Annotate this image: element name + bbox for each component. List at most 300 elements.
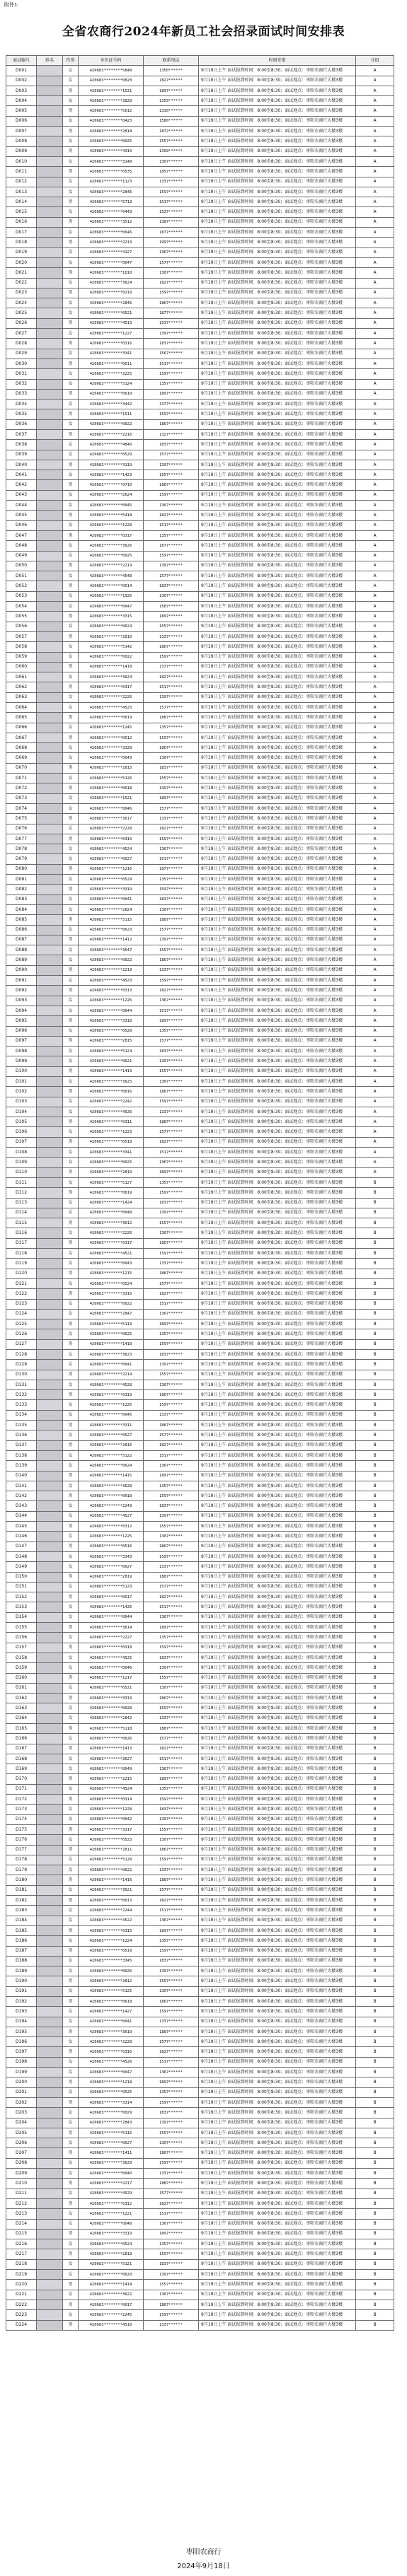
- cell-gender: 男: [63, 612, 79, 622]
- cell-gender: 男: [63, 986, 79, 996]
- table-row: [6, 450, 394, 460]
- cell-gender: 女: [63, 1329, 79, 1339]
- cell-phone: 1557******: [144, 1976, 199, 1986]
- cell-gender: 男: [63, 1036, 79, 1046]
- cell-schedule: 9月19日上午 面试报到时间：8:00至8:30；面试地点：枣阳农商行大楼3楼: [199, 854, 356, 864]
- cell-phone: 1307******: [144, 156, 199, 166]
- cell-id-number: 420683********2818: [79, 127, 144, 136]
- table-row: [6, 1925, 394, 1935]
- cell-name-redacted: [37, 1673, 63, 1683]
- cell-gender: 男: [63, 359, 79, 368]
- cell-schedule: 9月19日上午 面试报到时间：8:00至8:30；面试地点：枣阳农商行大楼3楼: [199, 1845, 356, 1855]
- cell-phone: 1837******: [144, 2259, 199, 2269]
- cell-name-redacted: [37, 2270, 63, 2280]
- cell-interview-id: D121: [6, 1278, 37, 1288]
- cell-schedule: 9月19日上午 面试报到时间：8:00至8:30；面试地点：枣阳农商行大楼3楼: [199, 844, 356, 854]
- cell-schedule: 9月19日上午 面试报到时间：8:00至8:30；面试地点：枣阳农商行大楼3楼: [199, 642, 356, 652]
- cell-interview-id: D138: [6, 1450, 37, 1460]
- cell-interview-id: D029: [6, 349, 37, 359]
- cell-name-redacted: [37, 1835, 63, 1845]
- cell-schedule: 9月19日上午 面试报到时间：8:00至8:30；面试地点：枣阳农商行大楼3楼: [199, 2068, 356, 2077]
- cell-phone: 1867******: [144, 743, 199, 753]
- cell-id-number: 420683********0317: [79, 682, 144, 692]
- cell-id-number: 420683********3345: [79, 1956, 144, 1966]
- cell-schedule: 9月19日上午 面试报到时间：8:00至8:30；面试地点：枣阳农商行大楼3楼: [199, 1551, 356, 1561]
- cell-gender: 男: [63, 814, 79, 824]
- cell-interview-id: D090: [6, 965, 37, 975]
- cell-group: A: [356, 501, 394, 511]
- cell-schedule: 9月19日上午 面试报到时间：8:00至8:30；面试地点：枣阳农商行大楼3楼: [199, 2047, 356, 2057]
- cell-gender: 女: [63, 743, 79, 753]
- cell-group: B: [356, 2239, 394, 2249]
- cell-gender: 男: [63, 1673, 79, 1683]
- cell-id-number: 420683********0620: [79, 2270, 144, 2280]
- cell-interview-id: D018: [6, 238, 37, 247]
- cell-name-redacted: [37, 753, 63, 763]
- table-row: [6, 1370, 394, 1380]
- cell-interview-id: D022: [6, 278, 37, 288]
- cell-id-number: 420683********2842: [79, 1713, 144, 1723]
- cell-interview-id: D035: [6, 409, 37, 419]
- cell-interview-id: D030: [6, 359, 37, 368]
- cell-id-number: 420683********3341: [79, 1148, 144, 1158]
- cell-phone: 1837******: [144, 1653, 199, 1662]
- cell-name-redacted: [37, 551, 63, 561]
- cell-schedule: 9月19日上午 面试报到时间：8:00至8:30；面试地点：枣阳农商行大楼3楼: [199, 1097, 356, 1107]
- cell-interview-id: D168: [6, 1754, 37, 1764]
- cell-gender: 女: [63, 116, 79, 126]
- cell-id-number: 420683********2810: [79, 631, 144, 641]
- cell-gender: 女: [63, 349, 79, 359]
- cell-schedule: 9月19日上午 面试报到时间：8:00至8:30；面试地点：枣阳农商行大楼3楼: [199, 976, 356, 986]
- cell-phone: 1557******: [144, 1673, 199, 1683]
- table-row: [6, 1026, 394, 1036]
- cell-group: A: [356, 672, 394, 682]
- cell-id-number: 420683********0019: [79, 713, 144, 723]
- cell-gender: 女: [63, 2087, 79, 2097]
- cell-schedule: 9月19日上午 面试报到时间：8:00至8:30；面试地点：枣阳农商行大楼3楼: [199, 1026, 356, 1036]
- cell-phone: 1307******: [144, 904, 199, 914]
- cell-interview-id: D103: [6, 1097, 37, 1107]
- cell-gender: 女: [63, 1986, 79, 1996]
- cell-interview-id: D061: [6, 672, 37, 682]
- cell-phone: 1307******: [144, 1835, 199, 1845]
- cell-phone: 1597******: [144, 409, 199, 419]
- cell-group: B: [356, 1835, 394, 1845]
- cell-group: A: [356, 955, 394, 965]
- cell-group: B: [356, 2280, 394, 2290]
- cell-gender: 女: [63, 1228, 79, 1238]
- cell-interview-id: D007: [6, 127, 37, 136]
- cell-gender: 女: [63, 1764, 79, 1774]
- cell-name-redacted: [37, 733, 63, 742]
- cell-phone: 1597******: [144, 1703, 199, 1713]
- cell-interview-id: D016: [6, 217, 37, 227]
- cell-interview-id: D196: [6, 2037, 37, 2047]
- cell-schedule: 9月19日上午 面试报到时间：8:00至8:30；面试地点：枣阳农商行大楼3楼: [199, 581, 356, 591]
- cell-phone: 1887******: [144, 1269, 199, 1278]
- cell-interview-id: D070: [6, 763, 37, 773]
- cell-id-number: 420683********3624: [79, 672, 144, 682]
- cell-group: A: [356, 591, 394, 601]
- cell-id-number: 420683********1226: [79, 1400, 144, 1410]
- cell-name-redacted: [37, 1461, 63, 1471]
- table-row: [6, 763, 394, 773]
- cell-phone: 1377******: [144, 400, 199, 409]
- cell-schedule: 9月19日上午 面试报到时间：8:00至8:30；面试地点：枣阳农商行大楼3楼: [199, 1643, 356, 1653]
- cell-phone: 1827******: [144, 1137, 199, 1147]
- cell-group: B: [356, 2229, 394, 2239]
- cell-name-redacted: [37, 1056, 63, 1066]
- cell-group: B: [356, 1259, 394, 1269]
- cell-gender: 女: [63, 1855, 79, 1865]
- cell-interview-id: D078: [6, 844, 37, 854]
- table-row: [6, 875, 394, 885]
- cell-schedule: 9月19日上午 面试报到时间：8:00至8:30；面试地点：枣阳农商行大楼3楼: [199, 2128, 356, 2138]
- cell-schedule: 9月19日上午 面试报到时间：8:00至8:30；面试地点：枣阳农商行大楼3楼: [199, 1906, 356, 1916]
- table-row: [6, 2249, 394, 2259]
- cell-schedule: 9月19日上午 面试报到时间：8:00至8:30；面试地点：枣阳农商行大楼3楼: [199, 1865, 356, 1875]
- cell-gender: 女: [63, 753, 79, 763]
- cell-group: B: [356, 1976, 394, 1986]
- cell-group: A: [356, 238, 394, 247]
- table-row: [6, 622, 394, 631]
- cell-id-number: 420683********0710: [79, 480, 144, 490]
- cell-gender: 女: [63, 1754, 79, 1764]
- cell-id-number: 420683********0041: [79, 1360, 144, 1370]
- cell-gender: 男: [63, 318, 79, 328]
- cell-phone: 1577******: [144, 257, 199, 267]
- cell-name-redacted: [37, 1723, 63, 1733]
- cell-interview-id: D114: [6, 1208, 37, 1218]
- cell-name-redacted: [37, 339, 63, 349]
- cell-gender: 女: [63, 1461, 79, 1471]
- cell-phone: 1597******: [144, 490, 199, 500]
- cell-group: B: [356, 1177, 394, 1187]
- cell-group: A: [356, 278, 394, 288]
- cell-name-redacted: [37, 530, 63, 540]
- cell-interview-id: D028: [6, 339, 37, 349]
- cell-gender: 男: [63, 1723, 79, 1733]
- cell-schedule: 9月19日上午 面试报到时间：8:00至8:30；面试地点：枣阳农商行大楼3楼: [199, 1541, 356, 1551]
- cell-id-number: 420683********0516: [79, 1541, 144, 1551]
- cell-group: B: [356, 1410, 394, 1420]
- table-row: [6, 1633, 394, 1643]
- cell-id-number: 420683********1426: [79, 1602, 144, 1612]
- cell-schedule: 9月19日上午 面试报到时间：8:00至8:30；面试地点：枣阳农商行大楼3楼: [199, 1592, 356, 1602]
- cell-phone: 1887******: [144, 1117, 199, 1127]
- cell-group: A: [356, 875, 394, 885]
- cell-group: A: [356, 622, 394, 631]
- cell-group: B: [356, 1814, 394, 1824]
- cell-schedule: 9月19日上午 面试报到时间：8:00至8:30；面试地点：枣阳农商行大楼3楼: [199, 774, 356, 783]
- cell-name-redacted: [37, 501, 63, 511]
- table-row: [6, 156, 394, 166]
- cell-phone: 1897******: [144, 1319, 199, 1329]
- cell-phone: 1357******: [144, 1329, 199, 1339]
- cell-phone: 1557******: [144, 1218, 199, 1228]
- cell-schedule: 9月19日上午 面试报到时间：8:00至8:30；面试地点：枣阳农商行大楼3楼: [199, 1694, 356, 1703]
- cell-group: B: [356, 1723, 394, 1733]
- cell-gender: 男: [63, 1390, 79, 1400]
- cell-phone: 1867******: [144, 1694, 199, 1703]
- cell-group: B: [356, 1643, 394, 1653]
- cell-id-number: 420683********0044: [79, 1612, 144, 1622]
- cell-interview-id: D072: [6, 783, 37, 793]
- cell-schedule: 9月19日上午 面试报到时间：8:00至8:30；面试地点：枣阳农商行大楼3楼: [199, 369, 356, 379]
- cell-name-redacted: [37, 2138, 63, 2148]
- cell-interview-id: D075: [6, 814, 37, 824]
- table-row: [6, 2259, 394, 2269]
- cell-gender: 女: [63, 692, 79, 702]
- cell-gender: 女: [63, 622, 79, 631]
- cell-gender: 女: [63, 1511, 79, 1521]
- table-row: [6, 1269, 394, 1278]
- cell-phone: 1577******: [144, 925, 199, 935]
- cell-phone: 1827******: [144, 1744, 199, 1754]
- cell-schedule: 9月19日上午 面试报到时间：8:00至8:30；面试地点：枣阳农商行大楼3楼: [199, 652, 356, 662]
- cell-gender: 男: [63, 1623, 79, 1633]
- cell-id-number: 420683********1221: [79, 2209, 144, 2219]
- cell-name-redacted: [37, 2108, 63, 2118]
- cell-schedule: 9月19日上午 面试报到时间：8:00至8:30；面试地点：枣阳农商行大楼3楼: [199, 2239, 356, 2249]
- cell-interview-id: D207: [6, 2148, 37, 2158]
- table-row: [6, 2118, 394, 2128]
- cell-name-redacted: [37, 1390, 63, 1400]
- cell-schedule: 9月19日上午 面试报到时间：8:00至8:30；面试地点：枣阳农商行大楼3楼: [199, 875, 356, 885]
- cell-id-number: 420683********0312: [79, 1522, 144, 1532]
- cell-gender: 女: [63, 844, 79, 854]
- cell-name-redacted: [37, 127, 63, 136]
- cell-interview-id: D082: [6, 885, 37, 894]
- cell-id-number: 420683********0311: [79, 1117, 144, 1127]
- cell-schedule: 9月19日上午 面试报到时间：8:00至8:30；面试地点：枣阳农商行大楼3楼: [199, 2229, 356, 2239]
- cell-name-redacted: [37, 986, 63, 996]
- table-row: [6, 1896, 394, 1906]
- cell-gender: 女: [63, 2138, 79, 2148]
- cell-gender: 男: [63, 409, 79, 419]
- cell-interview-id: D193: [6, 2007, 37, 2017]
- cell-name-redacted: [37, 2068, 63, 2077]
- cell-gender: 男: [63, 1440, 79, 1450]
- cell-group: B: [356, 1380, 394, 1389]
- cell-gender: 女: [63, 156, 79, 166]
- cell-interview-id: D144: [6, 1511, 37, 1521]
- cell-id-number: 420683********1228: [79, 520, 144, 530]
- cell-phone: 1387******: [144, 217, 199, 227]
- cell-name-redacted: [37, 1360, 63, 1370]
- cell-phone: 1307******: [144, 1532, 199, 1541]
- cell-id-number: 420683********5127: [79, 1177, 144, 1187]
- cell-interview-id: D117: [6, 1238, 37, 1248]
- cell-phone: 1837******: [144, 1047, 199, 1056]
- cell-schedule: 9月19日上午 面试报到时间：8:00至8:30；面试地点：枣阳农商行大楼3楼: [199, 803, 356, 813]
- table-row: [6, 602, 394, 612]
- cell-interview-id: D143: [6, 1501, 37, 1511]
- cell-gender: 女: [63, 1501, 79, 1511]
- cell-phone: 1367******: [144, 1916, 199, 1925]
- cell-group: A: [356, 329, 394, 339]
- table-row: [6, 1259, 394, 1269]
- cell-name-redacted: [37, 1824, 63, 1834]
- cell-id-number: 420683********5848: [79, 66, 144, 76]
- cell-interview-id: D165: [6, 1723, 37, 1733]
- cell-phone: 1367******: [144, 996, 199, 1006]
- cell-interview-id: D176: [6, 1835, 37, 1845]
- cell-phone: 1837******: [144, 894, 199, 904]
- cell-interview-id: D085: [6, 915, 37, 925]
- cell-id-number: 420683********0627: [79, 2138, 144, 2148]
- cell-schedule: 9月19日上午 面试报到时间：8:00至8:30；面试地点：枣阳农商行大楼3楼: [199, 955, 356, 965]
- cell-gender: 男: [63, 480, 79, 490]
- cell-schedule: 9月19日上午 面试报到时间：8:00至8:30；面试地点：枣阳农商行大楼3楼: [199, 965, 356, 975]
- cell-gender: 女: [63, 419, 79, 429]
- cell-gender: 女: [63, 207, 79, 217]
- table-row: [6, 1814, 394, 1824]
- table-row: [6, 1380, 394, 1389]
- cell-phone: 1577******: [144, 571, 199, 581]
- cell-group: B: [356, 2198, 394, 2208]
- table-row: [6, 1208, 394, 1218]
- table-row: [6, 844, 394, 854]
- cell-id-number: 420683********5719: [79, 197, 144, 207]
- cell-group: A: [356, 288, 394, 298]
- cell-interview-id: D118: [6, 1249, 37, 1259]
- cell-gender: 女: [63, 2270, 79, 2280]
- cell-id-number: 420683********2813: [79, 763, 144, 773]
- cell-schedule: 9月19日上午 面试报到时间：8:00至8:30；面试地点：枣阳农商行大楼3楼: [199, 1562, 356, 1572]
- cell-schedule: 9月19日上午 面试报到时间：8:00至8:30；面试地点：枣阳农商行大楼3楼: [199, 692, 356, 702]
- cell-group: A: [356, 1117, 394, 1127]
- cell-group: B: [356, 2077, 394, 2087]
- table-row: [6, 1350, 394, 1360]
- cell-group: B: [356, 1522, 394, 1532]
- table-row: [6, 945, 394, 955]
- cell-schedule: 9月19日上午 面试报到时间：8:00至8:30；面试地点：枣阳农商行大楼3楼: [199, 1805, 356, 1814]
- table-row: [6, 1107, 394, 1117]
- table-row: [6, 1440, 394, 1450]
- cell-schedule: 9月19日上午 面试报到时间：8:00至8:30；面试地点：枣阳农商行大楼3楼: [199, 2087, 356, 2097]
- cell-name-redacted: [37, 1026, 63, 1036]
- cell-schedule: 9月19日上午 面试报到时间：8:00至8:30；面试地点：枣阳农商行大楼3楼: [199, 228, 356, 238]
- cell-gender: 男: [63, 2300, 79, 2309]
- cell-phone: 1557******: [144, 1824, 199, 1834]
- cell-id-number: 420683********1215: [79, 1269, 144, 1278]
- cell-group: B: [356, 1925, 394, 1935]
- cell-name-redacted: [37, 2118, 63, 2128]
- cell-schedule: 9月19日上午 面试报到时间：8:00至8:30；面试地点：枣阳农商行大楼3楼: [199, 278, 356, 288]
- cell-group: B: [356, 1744, 394, 1754]
- cell-gender: 男: [63, 2229, 79, 2239]
- table-header-row: [6, 56, 394, 66]
- table-row: [6, 612, 394, 622]
- table-row: [6, 2007, 394, 2017]
- cell-phone: 1827******: [144, 278, 199, 288]
- cell-id-number: 420683********0521: [79, 1683, 144, 1693]
- cell-name-redacted: [37, 713, 63, 723]
- cell-phone: 1577******: [144, 2037, 199, 2047]
- cell-schedule: 9月19日上午 面试报到时间：8:00至8:30；面试地点：枣阳农商行大楼3楼: [199, 127, 356, 136]
- table-row: [6, 935, 394, 945]
- table-row: [6, 106, 394, 116]
- cell-interview-id: D100: [6, 1066, 37, 1076]
- table-row: [6, 2198, 394, 2208]
- cell-schedule: 9月19日上午 面试报到时间：8:00至8:30；面试地点：枣阳农商行大楼3楼: [199, 2037, 356, 2047]
- cell-group: B: [356, 1339, 394, 1349]
- cell-gender: 女: [63, 1350, 79, 1360]
- cell-gender: 男: [63, 530, 79, 540]
- cell-name-redacted: [37, 631, 63, 641]
- cell-schedule: 9月19日上午 面试报到时间：8:00至8:30；面试地点：枣阳农商行大楼3楼: [199, 1056, 356, 1066]
- cell-id-number: 420683********2213: [79, 238, 144, 247]
- cell-phone: 1557******: [144, 622, 199, 631]
- table-row: [6, 743, 394, 753]
- table-row: [6, 925, 394, 935]
- table-row: [6, 409, 394, 419]
- cell-phone: 1597******: [144, 288, 199, 298]
- cell-id-number: 420683********4528: [79, 1380, 144, 1389]
- cell-interview-id: D031: [6, 369, 37, 379]
- cell-schedule: 9月19日上午 面试报到时间：8:00至8:30；面试地点：枣阳农商行大楼3楼: [199, 1127, 356, 1137]
- cell-id-number: 420683********0624: [79, 622, 144, 631]
- table-row: [6, 1511, 394, 1521]
- cell-gender: 女: [63, 1107, 79, 1117]
- cell-name-redacted: [37, 1906, 63, 1916]
- cell-interview-id: D139: [6, 1461, 37, 1471]
- table-row: [6, 207, 394, 217]
- cell-phone: 1517******: [144, 197, 199, 207]
- cell-name-redacted: [37, 480, 63, 490]
- cell-gender: 女: [63, 1259, 79, 1269]
- cell-phone: 1857******: [144, 167, 199, 177]
- cell-gender: 男: [63, 1946, 79, 1956]
- cell-name-redacted: [37, 1421, 63, 1430]
- cell-phone: 1887******: [144, 1572, 199, 1582]
- cell-phone: 1597******: [144, 1188, 199, 1198]
- cell-name-redacted: [37, 571, 63, 581]
- cell-schedule: 9月19日上午 面试报到时间：8:00至8:30；面试地点：枣阳农商行大楼3楼: [199, 106, 356, 116]
- cell-schedule: 9月19日上午 面试报到时间：8:00至8:30；面试地点：枣阳农商行大楼3楼: [199, 2148, 356, 2158]
- cell-id-number: 420683********3341: [79, 349, 144, 359]
- cell-interview-id: D183: [6, 1906, 37, 1916]
- cell-name-redacted: [37, 96, 63, 106]
- cell-interview-id: D063: [6, 692, 37, 702]
- cell-name-redacted: [37, 76, 63, 86]
- cell-interview-id: D147: [6, 1541, 37, 1551]
- cell-gender: 男: [63, 965, 79, 975]
- cell-id-number: 420683********4526: [79, 1107, 144, 1117]
- cell-id-number: 420683********0621: [79, 1056, 144, 1066]
- table-row: [6, 1562, 394, 1572]
- cell-group: A: [356, 925, 394, 935]
- cell-name-redacted: [37, 1076, 63, 1086]
- table-row: [6, 1177, 394, 1187]
- cell-name-redacted: [37, 1612, 63, 1622]
- table-row: [6, 1865, 394, 1875]
- table-row: [6, 834, 394, 844]
- cell-id-number: 420683********0310: [79, 834, 144, 844]
- cell-phone: 1837******: [144, 2108, 199, 2118]
- cell-id-number: 420683********5118: [79, 1723, 144, 1733]
- table-row: [6, 803, 394, 813]
- cell-name-redacted: [37, 1551, 63, 1561]
- cell-phone: 1597******: [144, 733, 199, 742]
- cell-interview-id: D188: [6, 1956, 37, 1966]
- cell-schedule: 9月19日上午 面试报到时间：8:00至8:30；面试地点：枣阳农商行大楼3楼: [199, 2249, 356, 2259]
- cell-phone: 1837******: [144, 1198, 199, 1208]
- table-row: [6, 228, 394, 238]
- cell-gender: 女: [63, 2209, 79, 2219]
